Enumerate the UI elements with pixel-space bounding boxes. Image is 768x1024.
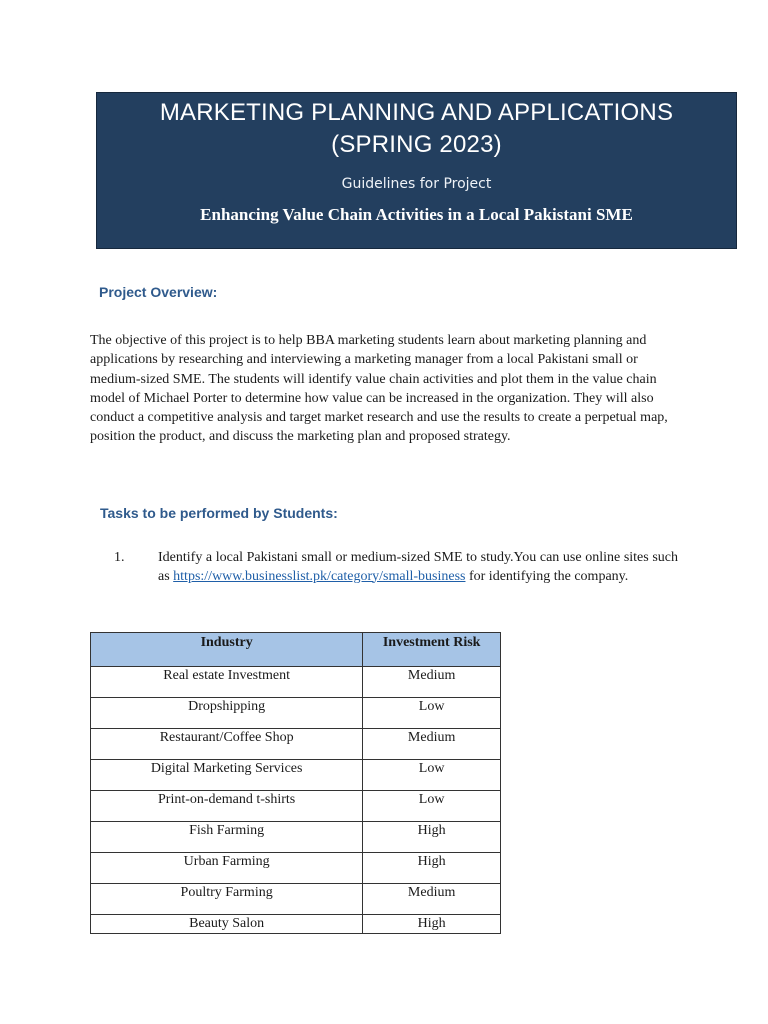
task-text-before: Identify a local Pakistani small or medium-sized SME to study.You can use online sites such as bbox=[158, 550, 678, 584]
table-row bbox=[91, 698, 501, 729]
risk-cell: High bbox=[363, 853, 501, 884]
industry-column-header: Industry bbox=[91, 633, 363, 667]
course-title-line-2: (SPRING 2023) bbox=[331, 131, 502, 158]
risk-cell: High bbox=[363, 915, 501, 934]
title-banner bbox=[96, 92, 737, 249]
task-number: 1. bbox=[114, 550, 125, 565]
task-text-after: for identifying the company. bbox=[465, 568, 629, 584]
table-row bbox=[91, 915, 501, 934]
industry-cell: Digital Marketing Services bbox=[91, 760, 363, 791]
course-title bbox=[97, 97, 736, 161]
project-title: Enhancing Value Chain Activities in a Local Pakistani SME bbox=[200, 205, 633, 224]
risk-cell: Medium bbox=[363, 667, 501, 698]
table-row bbox=[91, 822, 501, 853]
industry-cell: Print-on-demand t-shirts bbox=[91, 791, 363, 822]
guidelines-subtitle: Guidelines for Project bbox=[341, 176, 492, 192]
task-item-1 bbox=[114, 549, 678, 586]
table-row bbox=[91, 791, 501, 822]
course-title-line-1: MARKETING PLANNING AND APPLICATIONS bbox=[159, 99, 674, 126]
table-header-row bbox=[91, 633, 501, 667]
industry-cell: Beauty Salon bbox=[91, 915, 363, 934]
tasks-heading: Tasks to be performed by Students: bbox=[100, 505, 338, 521]
industry-cell: Restaurant/Coffee Shop bbox=[91, 729, 363, 760]
risk-cell: Medium bbox=[363, 729, 501, 760]
industry-cell: Real estate Investment bbox=[91, 667, 363, 698]
risk-cell: Low bbox=[363, 698, 501, 729]
industry-cell: Dropshipping bbox=[91, 698, 363, 729]
risk-cell: Medium bbox=[363, 884, 501, 915]
risk-cell: High bbox=[363, 822, 501, 853]
risk-cell: Low bbox=[363, 760, 501, 791]
project-overview-paragraph: The objective of this project is to help BBA marketing students learn about marketing planning and applications by researching and interviewing a marketing manager from a local Pakistani small or medium-sized SME. The students will identify value chain activities and plot them in the value chain model of Michael Porter to determine how value can be increased in the organization. They will also conduct a competitive analysis and target market research and use the results to create a perpetual map, position the product, and discuss the marketing plan and proposed strategy. bbox=[90, 333, 668, 445]
industry-cell: Fish Farming bbox=[91, 822, 363, 853]
industry-cell: Poultry Farming bbox=[91, 884, 363, 915]
project-overview-heading: Project Overview: bbox=[99, 284, 218, 300]
table-row bbox=[91, 853, 501, 884]
industry-risk-table bbox=[90, 632, 501, 934]
investment-risk-column-header: Investment Risk bbox=[363, 633, 501, 667]
businesslist-link[interactable]: https://www.businesslist.pk/category/small-business bbox=[173, 568, 466, 584]
risk-cell: Low bbox=[363, 791, 501, 822]
table-row bbox=[91, 760, 501, 791]
industry-cell: Urban Farming bbox=[91, 853, 363, 884]
table-row bbox=[91, 884, 501, 915]
table-row bbox=[91, 667, 501, 698]
table-row bbox=[91, 729, 501, 760]
task-text bbox=[158, 549, 678, 586]
